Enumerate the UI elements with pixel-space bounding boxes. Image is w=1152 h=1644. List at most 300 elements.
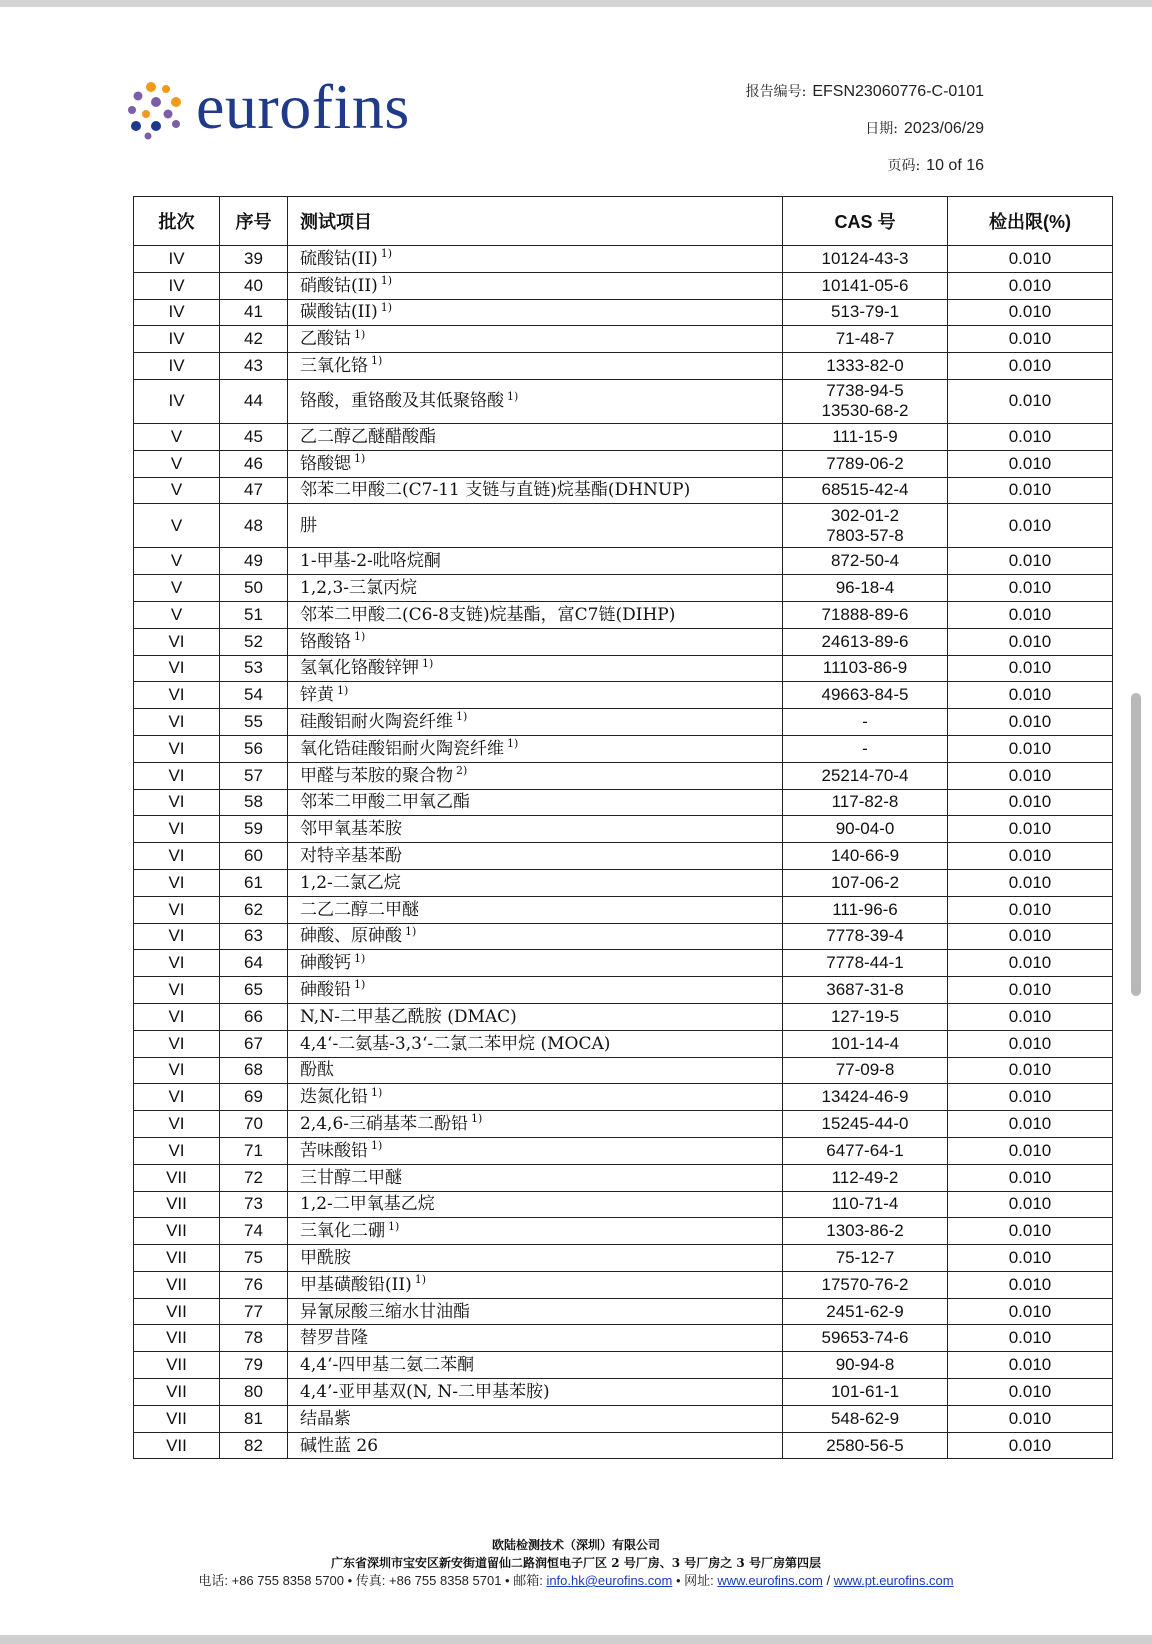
scrollbar[interactable] xyxy=(1131,693,1141,996)
test-item-name: 1,2-二氯乙烷 xyxy=(300,872,401,893)
cell-test-item xyxy=(288,1137,783,1164)
cell-batch: VI xyxy=(134,682,220,709)
cell-detection-limit: 0.010 xyxy=(948,246,1113,273)
footer-address: 广东省深圳市宝安区新安街道留仙二路润恒电子厂区 2 号厂房、3 号厂房之 3 号厂房第四层 xyxy=(331,1556,821,1570)
cell-number: 74 xyxy=(220,1218,288,1245)
footnote-marker: 1) xyxy=(354,951,366,965)
logo-dots-icon xyxy=(126,80,186,140)
footnote-marker: 1) xyxy=(354,978,366,992)
cell-batch: VII xyxy=(134,1325,220,1352)
cell-cas xyxy=(783,1164,948,1191)
table-row xyxy=(134,735,1113,762)
cell-test-item xyxy=(288,1352,783,1379)
cell-cas xyxy=(783,869,948,896)
cas-number: 1333-82-0 xyxy=(826,356,904,376)
cas-number: 13530-68-2 xyxy=(821,401,909,421)
test-item-name: 甲醛与苯胺的聚合物 xyxy=(300,765,453,786)
test-item-name: 4,4‘-四甲基二氨二苯酮 xyxy=(300,1355,475,1376)
cell-number: 52 xyxy=(220,628,288,655)
cell-number: 80 xyxy=(220,1379,288,1406)
test-item-name: 碳酸钴(II) xyxy=(300,302,378,323)
table-row xyxy=(134,682,1113,709)
cell-detection-limit: 0.010 xyxy=(948,977,1113,1004)
cell-detection-limit: 0.010 xyxy=(948,1003,1113,1030)
cell-cas xyxy=(783,789,948,816)
cell-cas xyxy=(783,1379,948,1406)
table-row xyxy=(134,869,1113,896)
test-item-name: 邻甲氧基苯胺 xyxy=(300,819,402,840)
table-row xyxy=(134,628,1113,655)
cell-number: 43 xyxy=(220,353,288,380)
cas-number: 10141-05-6 xyxy=(821,275,909,295)
table-row xyxy=(134,299,1113,326)
footnote-marker: 1) xyxy=(422,656,434,670)
cell-test-item xyxy=(288,1325,783,1352)
cell-detection-limit: 0.010 xyxy=(948,896,1113,923)
test-item-name: 铬酸锶 xyxy=(300,453,351,474)
cell-cas xyxy=(783,762,948,789)
cell-test-item xyxy=(288,379,783,423)
table-row xyxy=(134,923,1113,950)
cell-detection-limit: 0.010 xyxy=(948,735,1113,762)
table-row xyxy=(134,272,1113,299)
cas-number: 10124-43-3 xyxy=(821,248,909,268)
cell-test-item xyxy=(288,923,783,950)
cell-test-item xyxy=(288,450,783,477)
cell-batch: V xyxy=(134,477,220,504)
table-row xyxy=(134,575,1113,602)
cell-number: 48 xyxy=(220,504,288,548)
cell-batch: V xyxy=(134,575,220,602)
cell-test-item xyxy=(288,504,783,548)
cell-detection-limit: 0.010 xyxy=(948,1245,1113,1272)
report-number: EFSN23060776-C-0101 xyxy=(812,83,984,100)
cell-number: 46 xyxy=(220,450,288,477)
table-row xyxy=(134,504,1113,548)
cell-batch: IV xyxy=(134,326,220,353)
cas-number: 7738-94-5 xyxy=(826,381,904,401)
test-item-name: 乙酸钴 xyxy=(300,329,351,350)
cas-number: 2580-56-5 xyxy=(826,1435,904,1455)
test-item-name: 砷酸、原砷酸 xyxy=(300,926,402,947)
cas-number: - xyxy=(862,738,868,758)
cell-batch: V xyxy=(134,450,220,477)
cell-detection-limit: 0.010 xyxy=(948,1137,1113,1164)
test-item-name: 乙二醇乙醚醋酸酯 xyxy=(300,426,436,447)
table-row xyxy=(134,789,1113,816)
cas-number: 90-94-8 xyxy=(835,1355,895,1375)
cell-detection-limit: 0.010 xyxy=(948,655,1113,682)
cell-detection-limit: 0.010 xyxy=(948,1164,1113,1191)
cell-test-item xyxy=(288,977,783,1004)
cell-test-item xyxy=(288,1245,783,1272)
cell-number: 65 xyxy=(220,977,288,1004)
cell-detection-limit: 0.010 xyxy=(948,709,1113,736)
cell-batch: VII xyxy=(134,1298,220,1325)
test-item-name: N,N-二甲基乙酰胺 (DMAC) xyxy=(300,1006,517,1027)
cell-batch: VI xyxy=(134,816,220,843)
cell-cas xyxy=(783,1084,948,1111)
cell-test-item xyxy=(288,326,783,353)
cell-detection-limit: 0.010 xyxy=(948,762,1113,789)
test-item-name: 1,2-二甲氧基乙烷 xyxy=(300,1194,435,1215)
cell-number: 73 xyxy=(220,1191,288,1218)
cell-number: 40 xyxy=(220,272,288,299)
table-row xyxy=(134,1432,1113,1459)
cell-batch: IV xyxy=(134,299,220,326)
cell-test-item xyxy=(288,1405,783,1432)
cell-cas xyxy=(783,1432,948,1459)
header-number: 序号 xyxy=(220,197,288,246)
cell-batch: VI xyxy=(134,762,220,789)
cell-detection-limit: 0.010 xyxy=(948,450,1113,477)
cell-test-item xyxy=(288,950,783,977)
cell-detection-limit: 0.010 xyxy=(948,379,1113,423)
test-item-name: 甲基磺酸铅(II) xyxy=(300,1274,412,1295)
cas-number: 90-04-0 xyxy=(835,819,895,839)
report-number-row xyxy=(746,78,984,115)
cell-batch: V xyxy=(134,423,220,450)
cell-cas xyxy=(783,246,948,273)
cell-number: 77 xyxy=(220,1298,288,1325)
test-item-name: 2,4,6-三硝基苯二酚铅 xyxy=(300,1114,468,1134)
cell-cas xyxy=(783,1245,948,1272)
cell-cas xyxy=(783,477,948,504)
cell-detection-limit: 0.010 xyxy=(948,353,1113,380)
test-item-name: 硫酸钴(II) xyxy=(300,248,378,269)
test-item-name: 对特辛基苯酚 xyxy=(300,846,402,867)
table-row xyxy=(134,1352,1113,1379)
cell-number: 56 xyxy=(220,735,288,762)
cell-batch: VI xyxy=(134,977,220,1004)
cas-number: 1303-86-2 xyxy=(826,1221,904,1241)
test-item-name: 迭氮化铅 xyxy=(300,1087,368,1108)
cell-test-item xyxy=(288,1271,783,1298)
cas-number: 15245-44-0 xyxy=(821,1114,909,1133)
cell-detection-limit: 0.010 xyxy=(948,1271,1113,1298)
test-item-name: 碱性蓝 26 xyxy=(300,1435,379,1456)
test-item-name: 氢氧化铬酸锌钾 xyxy=(300,658,419,679)
cell-batch: VI xyxy=(134,896,220,923)
cell-batch: VII xyxy=(134,1405,220,1432)
cas-number: 17570-76-2 xyxy=(821,1274,909,1294)
table-row xyxy=(134,1003,1113,1030)
cell-detection-limit: 0.010 xyxy=(948,1030,1113,1057)
page-number-row xyxy=(746,152,984,189)
cell-batch: IV xyxy=(134,353,220,380)
cell-test-item xyxy=(288,1191,783,1218)
cell-batch: VI xyxy=(134,869,220,896)
cell-batch: IV xyxy=(134,246,220,273)
cas-number: 6477-64-1 xyxy=(826,1140,904,1160)
cell-test-item xyxy=(288,735,783,762)
cell-batch: VII xyxy=(134,1352,220,1379)
cell-batch: VI xyxy=(134,1003,220,1030)
cell-cas xyxy=(783,299,948,326)
table-row xyxy=(134,1111,1113,1138)
cas-number: 7778-39-4 xyxy=(826,926,904,946)
cell-test-item xyxy=(288,353,783,380)
cell-detection-limit: 0.010 xyxy=(948,816,1113,843)
footnote-marker: 1) xyxy=(414,1273,426,1287)
footnote-marker: 1) xyxy=(380,300,392,314)
header-cas: CAS 号 xyxy=(783,197,948,246)
cell-cas xyxy=(783,379,948,423)
report-date-row xyxy=(746,115,984,152)
table-row xyxy=(134,353,1113,380)
cell-detection-limit: 0.010 xyxy=(948,628,1113,655)
cell-test-item xyxy=(288,1057,783,1084)
cell-detection-limit: 0.010 xyxy=(948,1379,1113,1406)
website-pt-link[interactable]: www.pt.eurofins.com xyxy=(833,1573,954,1588)
footnote-marker: 1) xyxy=(371,354,383,368)
footnote-marker: 1) xyxy=(380,274,392,288)
cell-cas xyxy=(783,950,948,977)
cell-cas xyxy=(783,272,948,299)
cell-cas xyxy=(783,1405,948,1432)
test-item-name: 砷酸铅 xyxy=(300,980,351,1001)
cas-number: 127-19-5 xyxy=(830,1006,900,1026)
footnote-marker: 1) xyxy=(405,924,417,938)
cell-cas xyxy=(783,1003,948,1030)
cell-batch: VI xyxy=(134,628,220,655)
table-row xyxy=(134,1057,1113,1084)
footnote-marker: 1) xyxy=(337,683,349,697)
test-item-name: 苦味酸铅 xyxy=(300,1140,368,1161)
cell-cas xyxy=(783,1325,948,1352)
test-item-name: 铬酸，重铬酸及其低聚铬酸 xyxy=(300,391,504,412)
cas-number: 117-82-8 xyxy=(831,792,899,812)
table-row xyxy=(134,450,1113,477)
cas-number: 111-96-6 xyxy=(832,899,898,919)
cell-batch: VI xyxy=(134,1111,220,1138)
cell-detection-limit: 0.010 xyxy=(948,682,1113,709)
cell-number: 69 xyxy=(220,1084,288,1111)
cell-cas xyxy=(783,601,948,628)
cell-batch: VI xyxy=(134,1030,220,1057)
table-row xyxy=(134,1084,1113,1111)
report-meta xyxy=(746,78,984,189)
cell-test-item xyxy=(288,762,783,789)
cell-number: 49 xyxy=(220,548,288,575)
cell-detection-limit: 0.010 xyxy=(948,869,1113,896)
cell-number: 79 xyxy=(220,1352,288,1379)
cell-number: 70 xyxy=(220,1111,288,1138)
cell-number: 71 xyxy=(220,1137,288,1164)
cell-detection-limit: 0.010 xyxy=(948,950,1113,977)
eurofins-logo xyxy=(126,71,426,146)
table-row xyxy=(134,326,1113,353)
cell-number: 72 xyxy=(220,1164,288,1191)
footnote-marker: 1) xyxy=(354,630,366,643)
table-row xyxy=(134,1298,1113,1325)
cas-number: 68515-42-4 xyxy=(821,480,909,500)
cell-test-item xyxy=(288,1432,783,1459)
cell-number: 57 xyxy=(220,762,288,789)
cell-test-item xyxy=(288,1084,783,1111)
cell-detection-limit: 0.010 xyxy=(948,1084,1113,1111)
table-row xyxy=(134,655,1113,682)
cas-number: 110-71-4 xyxy=(831,1194,899,1214)
test-item-name: 二乙二醇二甲醚 xyxy=(300,899,419,920)
cas-number: 2451-62-9 xyxy=(826,1301,904,1321)
cas-number: 24613-89-6 xyxy=(821,631,909,651)
email-link[interactable]: info.hk@eurofins.com xyxy=(546,1573,673,1588)
table-row xyxy=(134,843,1113,870)
cas-number: 101-61-1 xyxy=(830,1381,900,1401)
cell-cas xyxy=(783,655,948,682)
table-header-row xyxy=(134,197,1113,246)
table-row xyxy=(134,1137,1113,1164)
cell-number: 39 xyxy=(220,246,288,273)
test-item-name: 氧化锆硅酸铝耐火陶瓷纤维 xyxy=(300,738,504,759)
cell-cas xyxy=(783,628,948,655)
cas-number: 101-14-4 xyxy=(830,1033,900,1053)
cell-cas xyxy=(783,1030,948,1057)
cas-number: 111-15-9 xyxy=(832,426,898,446)
logo-wordmark: eurofins xyxy=(196,71,410,142)
cell-test-item xyxy=(288,272,783,299)
cas-number: 25214-70-4 xyxy=(821,765,909,785)
table-row xyxy=(134,896,1113,923)
cell-batch: VII xyxy=(134,1164,220,1191)
cell-detection-limit: 0.010 xyxy=(948,477,1113,504)
cell-detection-limit: 0.010 xyxy=(948,601,1113,628)
cell-detection-limit: 0.010 xyxy=(948,299,1113,326)
cell-number: 82 xyxy=(220,1432,288,1459)
cell-number: 78 xyxy=(220,1325,288,1352)
cell-cas xyxy=(783,923,948,950)
cell-number: 50 xyxy=(220,575,288,602)
cell-cas xyxy=(783,423,948,450)
cell-cas xyxy=(783,1218,948,1245)
cell-batch: VI xyxy=(134,923,220,950)
footnote-marker: 1) xyxy=(456,710,468,724)
cas-number: 71-48-7 xyxy=(835,329,895,349)
cell-cas xyxy=(783,896,948,923)
table-row xyxy=(134,379,1113,423)
cas-number: 59653-74-6 xyxy=(821,1328,909,1348)
cell-test-item xyxy=(288,601,783,628)
cell-test-item xyxy=(288,816,783,843)
table-row xyxy=(134,1379,1113,1406)
test-item-name: 1,2,3-三氯丙烷 xyxy=(300,578,417,599)
footer-web-label: • 网址: xyxy=(672,1573,718,1588)
footnote-marker: 1) xyxy=(371,1139,383,1153)
cell-test-item xyxy=(288,655,783,682)
cell-batch: VII xyxy=(134,1191,220,1218)
cell-cas xyxy=(783,326,948,353)
cell-detection-limit: 0.010 xyxy=(948,1405,1113,1432)
cas-number: - xyxy=(862,712,868,732)
cell-batch: VII xyxy=(134,1379,220,1406)
cell-test-item xyxy=(288,299,783,326)
cell-test-item xyxy=(288,423,783,450)
header-detection-limit: 检出限(%) xyxy=(948,197,1113,246)
cell-number: 54 xyxy=(220,682,288,709)
website-link[interactable]: www.eurofins.com xyxy=(717,1573,823,1588)
cell-number: 53 xyxy=(220,655,288,682)
cell-batch: VII xyxy=(134,1245,220,1272)
cell-detection-limit: 0.010 xyxy=(948,548,1113,575)
cell-test-item xyxy=(288,1030,783,1057)
cell-detection-limit: 0.010 xyxy=(948,1352,1113,1379)
top-edge xyxy=(0,0,1152,7)
table-row xyxy=(134,1030,1113,1057)
cas-number: 872-50-4 xyxy=(830,551,900,571)
cell-cas xyxy=(783,1298,948,1325)
cell-batch: VI xyxy=(134,843,220,870)
table-row xyxy=(134,548,1113,575)
test-item-name: 邻苯二甲酸二(C7-11 支链与直链)烷基酯(DHNUP) xyxy=(300,480,691,501)
cell-batch: VII xyxy=(134,1432,220,1459)
cell-test-item xyxy=(288,575,783,602)
cell-cas xyxy=(783,353,948,380)
cas-number: 7789-06-2 xyxy=(826,453,904,473)
test-items-table xyxy=(133,196,1113,1459)
cell-batch: VII xyxy=(134,1271,220,1298)
footnote-marker: 1) xyxy=(507,389,519,403)
cell-batch: VI xyxy=(134,950,220,977)
table-row xyxy=(134,1191,1113,1218)
cell-cas xyxy=(783,450,948,477)
cell-detection-limit: 0.010 xyxy=(948,789,1113,816)
cell-cas xyxy=(783,816,948,843)
cas-number: 107-06-2 xyxy=(830,872,900,892)
cell-cas xyxy=(783,1137,948,1164)
cell-number: 62 xyxy=(220,896,288,923)
table-row xyxy=(134,477,1113,504)
footer-phone-fax: 电话: +86 755 8358 5700 • 传真: +86 755 8358 5701 • 邮箱: xyxy=(198,1573,547,1588)
cell-batch: VI xyxy=(134,789,220,816)
cell-number: 59 xyxy=(220,816,288,843)
cas-number: 140-66-9 xyxy=(830,846,900,866)
cell-batch: VI xyxy=(134,655,220,682)
cas-number: 11103-86-9 xyxy=(822,658,908,678)
footnote-marker: 1) xyxy=(388,1219,400,1233)
cell-test-item xyxy=(288,1379,783,1406)
footer-separator: / xyxy=(822,1573,834,1588)
cell-cas xyxy=(783,504,948,548)
footnote-marker: 2) xyxy=(456,763,468,777)
test-item-name: 硝酸钴(II) xyxy=(300,275,378,296)
table-row xyxy=(134,709,1113,736)
cell-batch: VI xyxy=(134,735,220,762)
cell-detection-limit: 0.010 xyxy=(948,504,1113,548)
footnote-marker: 1) xyxy=(380,247,392,261)
table-row xyxy=(134,1271,1113,1298)
cell-detection-limit: 0.010 xyxy=(948,272,1113,299)
cell-batch: V xyxy=(134,504,220,548)
test-item-name: 邻苯二甲酸二甲氧乙酯 xyxy=(300,792,470,813)
cell-number: 55 xyxy=(220,709,288,736)
cell-test-item xyxy=(288,246,783,273)
footnote-marker: 1) xyxy=(507,737,519,751)
cell-detection-limit: 0.010 xyxy=(948,923,1113,950)
cas-number: 77-09-8 xyxy=(835,1060,895,1080)
cell-cas xyxy=(783,709,948,736)
test-item-name: 结晶紫 xyxy=(300,1408,351,1429)
cell-cas xyxy=(783,1057,948,1084)
cell-detection-limit: 0.010 xyxy=(948,1432,1113,1459)
test-item-name: 替罗昔隆 xyxy=(300,1328,368,1349)
cell-batch: VI xyxy=(134,709,220,736)
test-item-name: 邻苯二甲酸二(C6-8支链)烷基酯，富C7链(DIHP) xyxy=(300,604,676,625)
footnote-marker: 1) xyxy=(354,327,366,341)
cas-number: 548-62-9 xyxy=(830,1408,900,1428)
cell-test-item xyxy=(288,709,783,736)
cas-number: 302-01-2 xyxy=(830,505,900,525)
